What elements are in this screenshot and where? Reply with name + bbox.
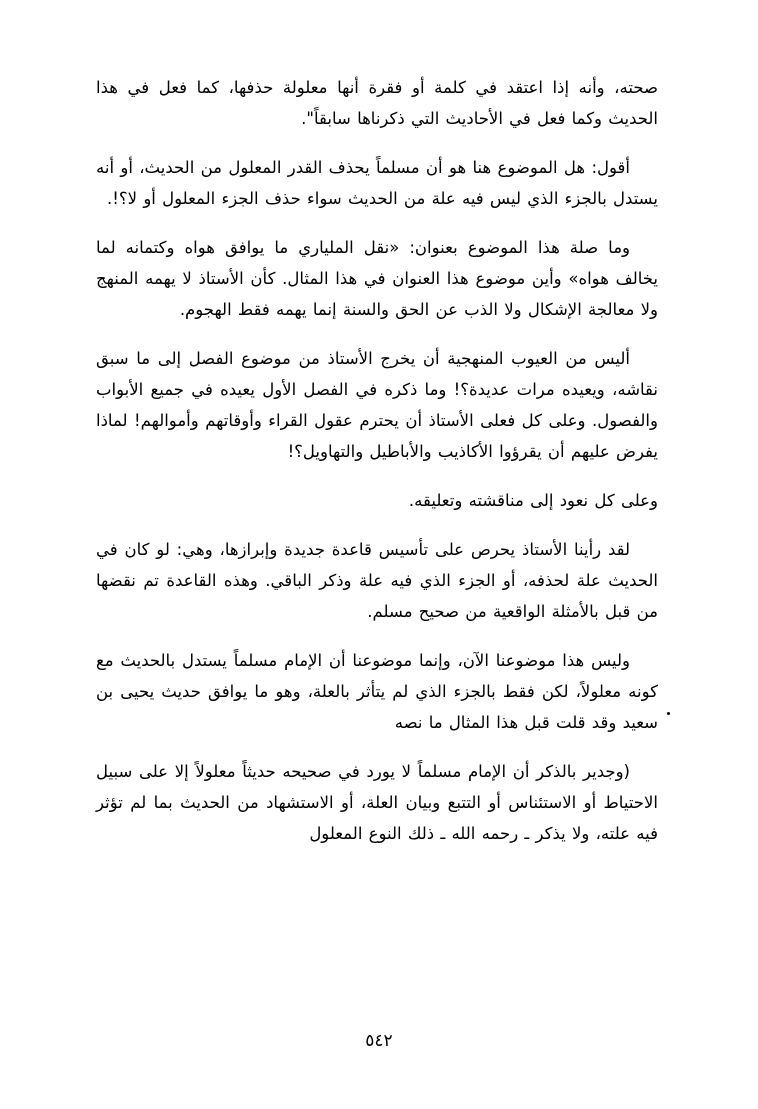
paragraph-1: صحته، وأنه إذا اعتقد في كلمة أو فقرة أنها معلولة حذفها، كما فعل في هذا الحديث وكما فعل في الأحاديث التي ذكرناها سابقاً". bbox=[96, 78, 658, 128]
paragraph-3: وما صلة هذا الموضوع بعنوان: «نقل الملياري ما يوافق هواه وكتمانه لما يخالف هواه» وأين موضوع هذا العنوان في هذا المثال. كأن الأستاذ لا يهمه المنهج ولا معالجة الإشكال ولا الذب عن الحق والسنة إنما يهمه فقط الهجوم. bbox=[96, 238, 658, 319]
paragraph-7: وليس هذا موضوعنا الآن، وإنما موضوعنا أن الإمام مسلماً يستدل بالحديث مع كونه معلولاً، لكن فقط بالجزء الذي لم يتأثر بالعلة، وهو ما يوافق حديث يحيى بن سعيد وقد قلت قبل هذا المثال ما نصه bbox=[96, 651, 658, 732]
paragraph-4: أليس من العيوب المنهجية أن يخرج الأستاذ من موضوع الفصل إلى ما سبق نقاشه، ويعيده مرات عديدة؟! وما ذكره في الفصل الأول يعيده في جميع الأبواب والفصول. وعلى كل فعلى الأستاذ أن يحترم عقول القراء وأوقاتهم وأموالهم! لماذا يفرض عليهم أن يقرؤوا الأكاذيب والأباطيل والتهاويل؟! bbox=[96, 349, 658, 461]
paragraph-2: أقول: هل الموضوع هنا هو أن مسلماً يحذف القدر المعلول من الحديث، أو أنه يستدل بالجزء الذي ليس فيه علة من الحديث سواء حذف الجزء المعلول أو لا؟!. bbox=[96, 158, 658, 208]
paragraph-5: وعلى كل نعود إلى مناقشته وتعليقه. bbox=[408, 491, 658, 510]
page-number: ٥٤٢ bbox=[365, 1031, 393, 1051]
paragraph-6: لقد رأينا الأستاذ يحرص على تأسيس قاعدة جديدة وإبرازها، وهي: لو كان في الحديث علة لحذفه، أو الجزء الذي فيه علة وذكر الباقي. وهذه القاعدة تم نقضها من قبل بالأمثلة الواقعية من صحيح مسلم. bbox=[96, 540, 658, 621]
page-body-text bbox=[96, 72, 658, 867]
margin-dot-mark bbox=[667, 712, 670, 715]
paragraph-8: (وجدير بالذكر أن الإمام مسلماً لا يورد في صحيحه حديثاً معلولاً إلا على سبيل الاحتياط أو الاستئناس أو التتبع وبيان العلة، أو الاستشهاد من الحديث بما لم تؤثر فيه علته، ولا يذكر ـ رحمه الله ـ ذلك النوع المعلول bbox=[96, 762, 658, 843]
